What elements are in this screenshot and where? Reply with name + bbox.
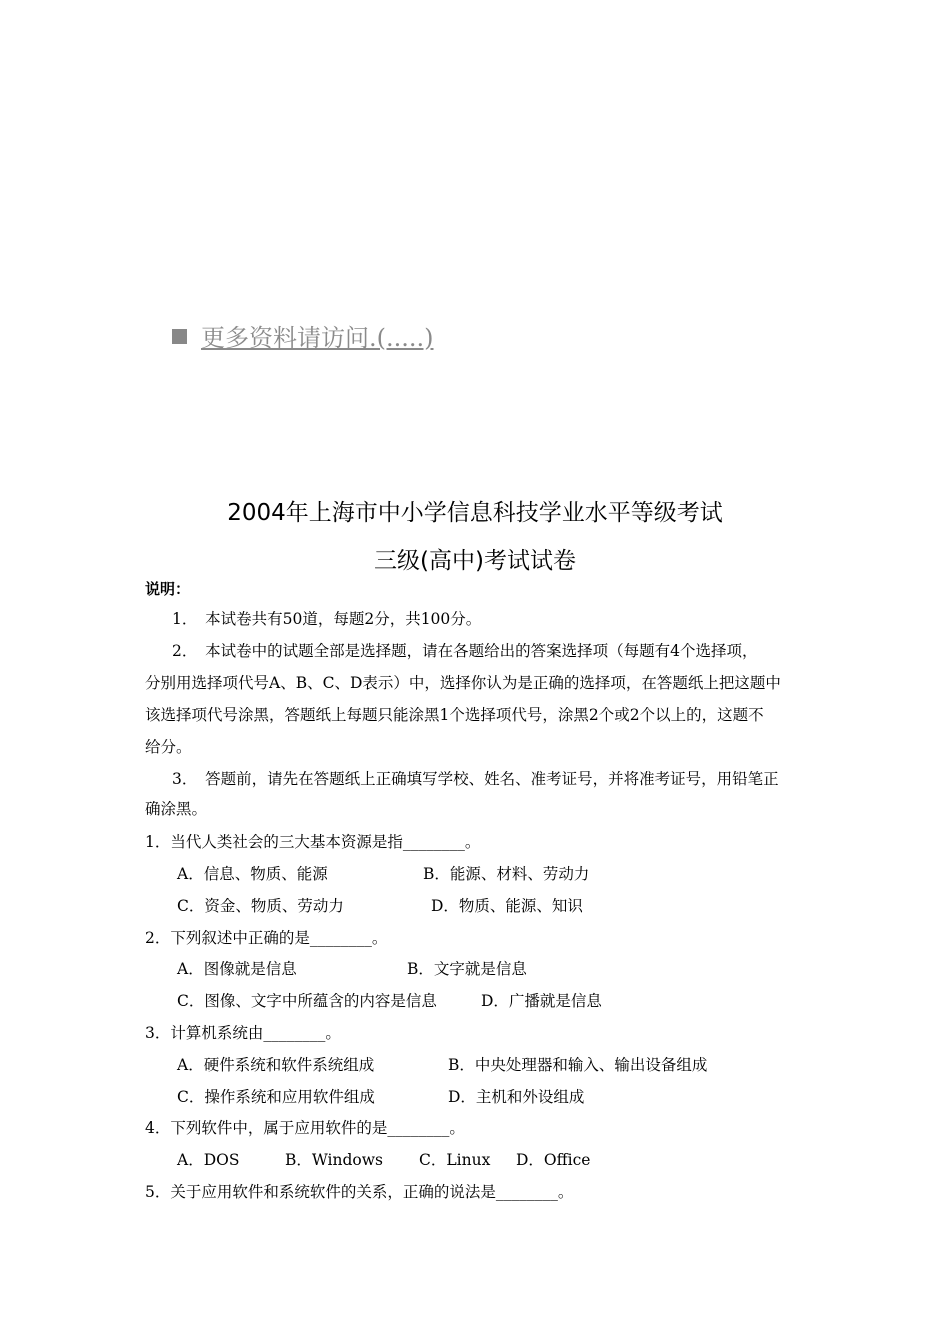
answer-option: C．Linux [419, 1151, 491, 1169]
instructions-label: 说明： [145, 580, 191, 598]
answer-option: C．操作系统和应用软件组成 [177, 1088, 375, 1106]
instruction-line: 该选择项代号涂黑，答题纸上每题只能涂黑1个选择项代号，涂黑2个或2个以上的，这题不 [145, 706, 764, 724]
instruction-line: 3． 答题前，请先在答题纸上正确填写学校、姓名、准考证号，并将准考证号，用铅笔正 [172, 770, 779, 788]
instruction-line: 确涂黑。 [145, 800, 208, 818]
exam-subtitle: 三级(高中)考试试卷 [374, 548, 576, 574]
instruction-line: 1． 本试卷共有50道，每题2分，共100分。 [172, 610, 482, 628]
question-stem: 2．下列叙述中正确的是________。 [145, 929, 388, 947]
bullet-square-icon [172, 329, 187, 344]
answer-option: A．图像就是信息 [177, 960, 297, 978]
instruction-line: 2． 本试卷中的试题全部是选择题，请在各题给出的答案选择项（每题有4个选择项， [172, 642, 758, 660]
question-stem: 5．关于应用软件和系统软件的关系，正确的说法是________。 [145, 1183, 574, 1201]
answer-option: D．主机和外设组成 [448, 1088, 585, 1106]
answer-option: C．资金、物质、劳动力 [177, 897, 344, 915]
answer-option: B．文字就是信息 [407, 960, 527, 978]
answer-option: B．Windows [285, 1151, 383, 1169]
exam-title: 2004年上海市中小学信息科技学业水平等级考试 [227, 500, 723, 526]
resource-link-row[interactable] [172, 318, 434, 353]
question-stem: 4．下列软件中，属于应用软件的是________。 [145, 1119, 465, 1137]
answer-option: A．硬件系统和软件系统组成 [177, 1056, 375, 1074]
answer-option: A．DOS [177, 1151, 240, 1169]
resource-link[interactable]: 更多资料请访问.(.....) [201, 324, 434, 352]
answer-option: A．信息、物质、能源 [177, 865, 328, 883]
answer-option: C．图像、文字中所蕴含的内容是信息 [177, 992, 437, 1010]
answer-option: D．Office [516, 1151, 591, 1169]
question-stem: 1．当代人类社会的三大基本资源是指________。 [145, 833, 481, 851]
instruction-line: 给分。 [145, 738, 192, 756]
answer-option: B．中央处理器和输入、输出设备组成 [448, 1056, 708, 1074]
instruction-line: 分别用选择项代号A、B、C、D表示）中，选择你认为是正确的选择项，在答题纸上把这题中 [145, 674, 781, 692]
answer-option: B．能源、材料、劳动力 [423, 865, 590, 883]
answer-option: D．广播就是信息 [481, 992, 602, 1010]
question-stem: 3．计算机系统由________。 [145, 1024, 341, 1042]
answer-option: D．物质、能源、知识 [431, 897, 583, 915]
